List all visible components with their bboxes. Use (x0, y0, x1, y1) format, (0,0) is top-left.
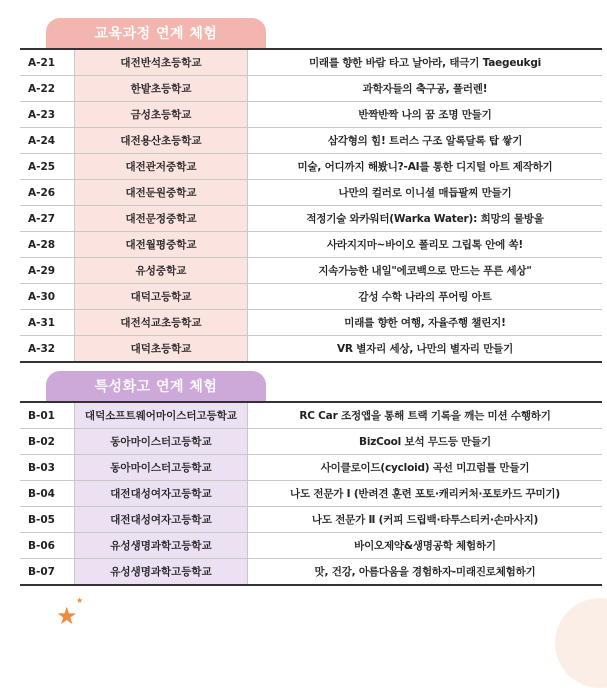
program-code: A-26 (20, 180, 75, 206)
table-row (20, 258, 602, 284)
program-code: A-29 (20, 258, 75, 284)
program-title: 미래를 향한 여행, 자율주행 챌린지! (248, 310, 603, 336)
program-code: A-31 (20, 310, 75, 336)
program-code: A-24 (20, 128, 75, 154)
school-name: 유성생명과학고등학교 (75, 559, 248, 586)
program-title: 바이오제약&생명공학 체험하기 (248, 533, 603, 559)
program-title: 사이클로이드(cycloid) 곡선 미끄럼틀 만들기 (248, 455, 603, 481)
school-name: 대전월평중학교 (75, 232, 248, 258)
program-code: B-01 (20, 402, 75, 429)
table-row (20, 310, 602, 336)
program-title: 나도 전문가 Ⅰ (반려견 훈련 포토·캐리커처·포토카드 꾸미기) (248, 481, 603, 507)
program-code: A-25 (20, 154, 75, 180)
school-name: 한밭초등학교 (75, 76, 248, 102)
school-name: 대전반석초등학교 (75, 49, 248, 76)
table-row (20, 76, 602, 102)
table-row (20, 102, 602, 128)
program-code: A-22 (20, 76, 75, 102)
school-name: 금성초등학교 (75, 102, 248, 128)
program-title: 반짝반짝 나의 꿈 조명 만들기 (248, 102, 603, 128)
school-name: 대덕고등학교 (75, 284, 248, 310)
program-code: A-27 (20, 206, 75, 232)
table-row (20, 128, 602, 154)
table-row (20, 49, 602, 76)
table-row (20, 455, 602, 481)
program-code: B-03 (20, 455, 75, 481)
program-title: 삼각형의 힘! 트러스 구조 알록달록 탑 쌓기 (248, 128, 603, 154)
school-name: 대전용산초등학교 (75, 128, 248, 154)
program-title: 나도 전문가 Ⅱ (커피 드립백·타투스티커·손마사지) (248, 507, 603, 533)
table-row (20, 481, 602, 507)
program-title: VR 별자리 세상, 나만의 별자리 만들기 (336, 343, 514, 355)
table-row (20, 559, 602, 586)
program-code: B-07 (20, 559, 75, 586)
table-row (20, 154, 602, 180)
school-name: 대전대성여자고등학교 (75, 481, 248, 507)
program-title: 적정기술 와카워터(Warka Water): 희망의 물방울 (248, 206, 603, 232)
program-code: A-30 (20, 284, 75, 310)
program-code: A-32 (20, 336, 75, 363)
program-title: RC Car 조정앱을 통해 트랙 기록을 깨는 미션 수행하기 (248, 402, 603, 429)
program-code: A-23 (20, 102, 75, 128)
program-title: 지속가능한 내일"에코백으로 만드는 푸른 세상" (248, 258, 603, 284)
school-name: 유성생명과학고등학교 (75, 533, 248, 559)
program-code: B-02 (20, 429, 75, 455)
small-star-icon: ★ (76, 596, 84, 605)
school-name: 대덕소프트웨어마이스터고등학교 (75, 402, 248, 429)
program-title: BizCool 보석 무드등 만들기 (248, 429, 603, 455)
school-name: 대전관저중학교 (75, 154, 248, 180)
school-name: 대덕초등학교 (75, 336, 248, 363)
program-code: A-21 (20, 49, 75, 76)
table-row (20, 180, 602, 206)
program-title: 맛, 건강, 아름다움을 경험하자-미래진로체험하기 (314, 566, 536, 578)
star-icon: ★ (56, 602, 78, 630)
table-row (20, 284, 602, 310)
table-row (20, 533, 602, 559)
school-name: 대전문정중학교 (75, 206, 248, 232)
decorative-circle (555, 598, 607, 688)
table-row (20, 507, 602, 533)
curriculum-table (20, 48, 602, 363)
program-title: 나만의 컬러로 이니셜 매듭팔찌 만들기 (248, 180, 603, 206)
school-name: 동아마이스터고등학교 (75, 429, 248, 455)
program-title: 감성 수학 나라의 푸어링 아트 (248, 284, 603, 310)
table-row (20, 232, 602, 258)
school-name: 유성중학교 (75, 258, 248, 284)
program-code: B-06 (20, 533, 75, 559)
program-title: 과학자들의 축구공, 풀러렌! (248, 76, 603, 102)
table-row (20, 336, 602, 363)
program-title: 미래를 향한 바람 타고 날아라, 태극기 Taegeukgi (248, 49, 603, 76)
program-title: 사라지지마~바이오 폴리모 그립톡 안에 쏙! (248, 232, 603, 258)
program-code: B-04 (20, 481, 75, 507)
program-code: B-05 (20, 507, 75, 533)
section-title-specialized: 특성화고 연계 체험 (46, 371, 266, 401)
school-name: 동아마이스터고등학교 (75, 455, 248, 481)
table-row (20, 429, 602, 455)
program-code: A-28 (20, 232, 75, 258)
program-title: 미술, 어디까지 해봤니?-AI를 통한 디지털 아트 제작하기 (248, 154, 603, 180)
section-title-curriculum: 교육과정 연계 체험 (46, 18, 266, 48)
school-name: 대전둔원중학교 (75, 180, 248, 206)
specialized-table (20, 401, 602, 586)
table-row (20, 402, 602, 429)
table-row (20, 206, 602, 232)
school-name: 대전석교초등학교 (75, 310, 248, 336)
school-name: 대전대성여자고등학교 (75, 507, 248, 533)
